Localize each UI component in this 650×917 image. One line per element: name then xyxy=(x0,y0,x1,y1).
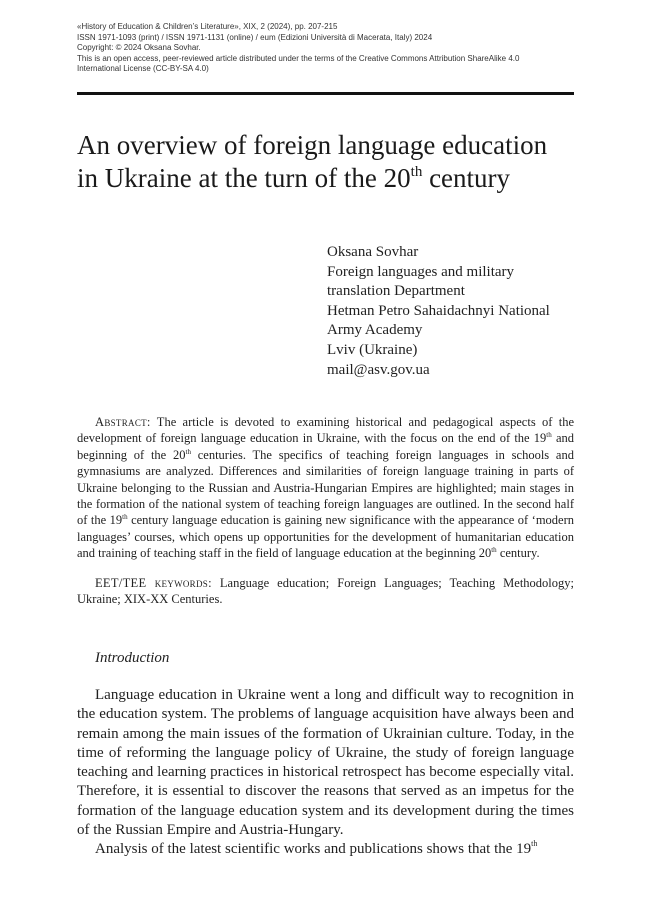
abstract-text-1: The article is devoted to examining historical and pedagogical aspects of the development of foreign language education in Ukraine, with the focus on the end of the 19 xyxy=(77,415,574,446)
abstract-text-3: centuries. The specifics of teaching foreign languages in schools and gymnasiums are analyzed. Differences and similarities of foreign language training in parts of Ukraine belonging to the Russian and Austria-Hungarian Empires are highlighted; main stages in the formation of the national system of teaching foreign languages are outlined. In the second half of the 19 xyxy=(77,447,574,528)
title-line1: An overview of foreign language education xyxy=(77,130,548,160)
abstract-text-5: century. xyxy=(496,546,540,561)
abstract-sup-4: th xyxy=(491,546,497,555)
header-rule xyxy=(77,92,574,95)
abstract-sup-3: th xyxy=(122,513,128,522)
keywords-label: EET/TEE keywords: xyxy=(95,576,212,590)
header-copyright: Copyright: © 2024 Oksana Sovhar. xyxy=(77,43,201,53)
journal-header xyxy=(77,22,574,75)
author-affiliation-4: Army Academy xyxy=(327,322,423,339)
author-email[interactable]: mail@asv.gov.ua xyxy=(327,361,430,378)
abstract-text-2: and beginning of the 20 xyxy=(77,431,574,462)
abstract xyxy=(77,414,574,562)
abstract-sup-1: th xyxy=(546,431,552,440)
header-license-line1: This is an open access, peer-reviewed article distributed under the terms of the Creative Commons Attribution ShareAlike 4.0 xyxy=(77,53,520,63)
title-line2-text: in Ukraine at the turn of the 20 xyxy=(77,163,411,193)
title-line2-end: century xyxy=(422,163,511,193)
abstract-sup-2: th xyxy=(185,447,191,456)
abstract-text-4: century language education is gaining new significance with the appearance of ‘modern languages’ courses, which opens up opportunities for the development of humanitarian education and training of teaching staff in the field of language education at the beginning 20 xyxy=(77,513,574,561)
keywords-text: Language education; Foreign Languages; Teaching Methodology; Ukraine; XIX-XX Centuries. xyxy=(77,576,574,607)
keywords xyxy=(77,575,574,608)
section-heading: Introduction xyxy=(95,650,170,666)
abstract-label: Abstract: xyxy=(95,415,151,429)
body-text xyxy=(77,686,574,860)
body-paragraph-1: Language education in Ukraine went a long and difficult way to recognition in the education system. The problems of language acquisition have always been and remain among the main issues of the formation of Ukrainian culture. Today, in the time of reforming the language policy of Ukraine, the study of foreign language teaching and learning practices in historical retrospect has become especially vital. Therefore, it is essential to discover the reasons that served as an impetus for the formation of the language education system and its development during the times of the Russian Empire and Austria-Hungary. xyxy=(77,687,574,839)
title-line2 xyxy=(77,163,510,193)
author-name: Oksana Sovhar xyxy=(327,244,419,260)
title-superscript: th xyxy=(410,164,423,180)
header-citation: «History of Education & Children’s Literature», XIX, 2 (2024), pp. 207-215 xyxy=(77,22,338,31)
author-affiliation-1: Foreign languages and military xyxy=(327,263,515,280)
author-block xyxy=(327,243,607,380)
author-affiliation-3: Hetman Petro Sahaidachnyi National xyxy=(327,302,550,319)
header-license-line2: International License (CC-BY-SA 4.0) xyxy=(77,64,209,74)
author-city: Lviv (Ukraine) xyxy=(327,341,418,358)
author-affiliation-2: translation Department xyxy=(327,283,465,300)
article-title xyxy=(77,129,587,195)
body-paragraph-2-sup: th xyxy=(531,839,538,849)
header-issn: ISSN 1971-1093 (print) / ISSN 1971-1131 (online) / eum (Edizioni Università di Macerata, Italy) 2024 xyxy=(77,32,433,42)
body-paragraph-2 xyxy=(77,840,574,859)
body-paragraph-2-text: Analysis of the latest scientific works and publications shows that the 19 xyxy=(95,841,532,858)
